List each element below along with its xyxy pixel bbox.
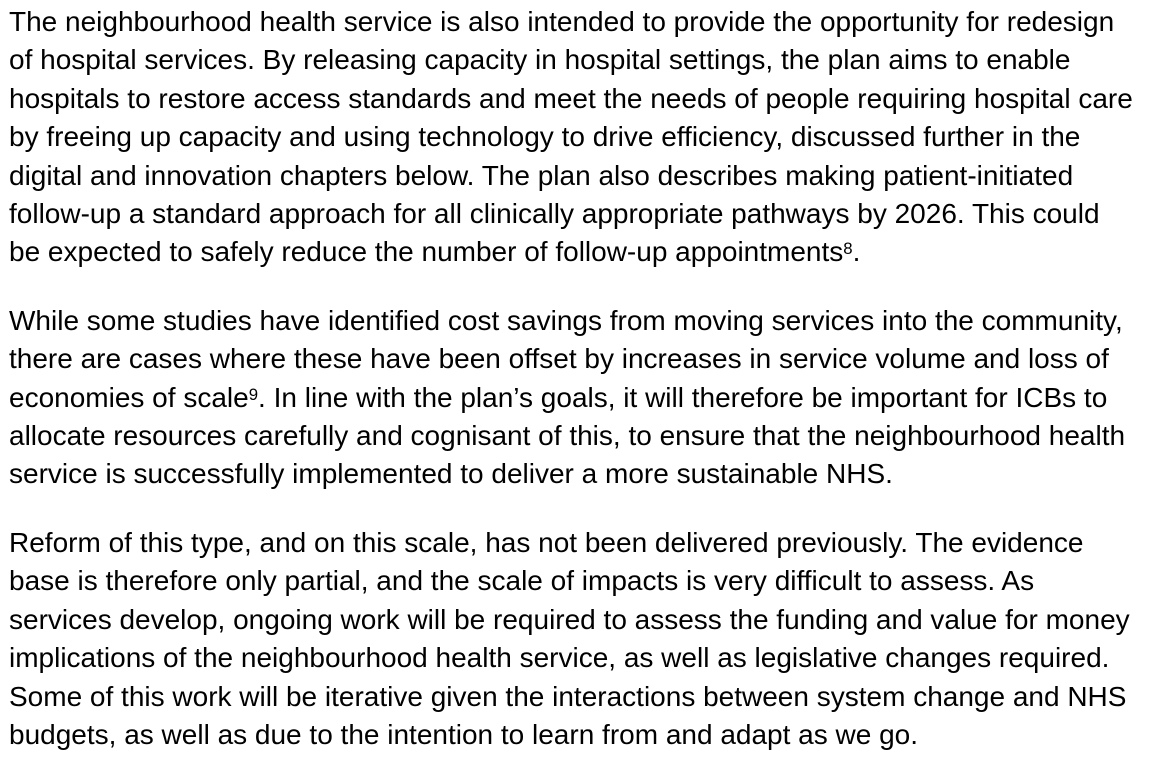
text-line (9, 417, 1153, 455)
text-line (9, 157, 1153, 195)
text-run: by freeing up capacity and using technology to drive efficiency, discussed further in the (9, 121, 1081, 153)
text-run: hospitals to restore access standards and meet the needs of people requiring hospital care (9, 82, 1133, 114)
text-line (9, 455, 1153, 493)
text-run: base is therefore only partial, and the scale of impacts is very difficult to assess. As (9, 565, 1035, 597)
text-run: economies of scale (9, 381, 249, 413)
text-run: Some of this work will be iterative given the interactions between system change and NHS (9, 680, 1127, 712)
text-line (9, 601, 1153, 639)
text-run: service is successfully implemented to deliver a more sustainable NHS. (9, 458, 893, 490)
text-line (9, 562, 1153, 600)
footnote-reference: 9 (248, 384, 259, 404)
text-run: services develop, ongoing work will be required to assess the funding and value for money (9, 603, 1130, 635)
text-line (9, 302, 1153, 340)
paragraph (9, 524, 1153, 754)
text-line (9, 716, 1153, 754)
text-run: of hospital services. By releasing capacity in hospital settings, the plan aims to enable (9, 44, 1071, 76)
text-run: allocate resources carefully and cognisant of this, to ensure that the neighbourhood health (9, 420, 1126, 452)
text-line (9, 195, 1153, 233)
text-run: there are cases where these have been offset by increases in service volume and loss of (9, 343, 1109, 375)
text-line (9, 379, 1153, 417)
footnote-reference: 8 (843, 239, 853, 259)
text-run: . (852, 236, 861, 268)
text-line (9, 233, 1153, 271)
text-run: While some studies have identified cost savings from moving services into the community, (9, 304, 1123, 336)
text-run: Reform of this type, and on this scale, has not been delivered previously. The evidence (9, 526, 1084, 558)
text-run: implications of the neighbourhood health service, as well as legislative changes required. (9, 642, 1110, 674)
text-run: digital and innovation chapters below. The plan also describes making patient-initiated (9, 159, 1074, 191)
paragraph (9, 302, 1153, 494)
text-run: . In line with the plan’s goals, it will therefore be important for ICBs to (258, 381, 1108, 413)
text-run: follow-up a standard approach for all clinically appropriate pathways by 2026. This could (9, 198, 1100, 230)
text-line (9, 41, 1153, 79)
text-line (9, 118, 1153, 156)
paragraph (9, 3, 1153, 272)
text-line (9, 639, 1153, 677)
text-line (9, 340, 1153, 378)
text-line (9, 524, 1153, 562)
text-line (9, 678, 1153, 716)
text-line (9, 3, 1153, 41)
text-run: budgets, as well as due to the intention to learn from and adapt as we go. (9, 718, 919, 750)
text-run: The neighbourhood health service is also intended to provide the opportunity for redesign (9, 6, 1115, 37)
text-line (9, 80, 1153, 118)
text-run: be expected to safely reduce the number of follow-up appointments (9, 236, 844, 268)
